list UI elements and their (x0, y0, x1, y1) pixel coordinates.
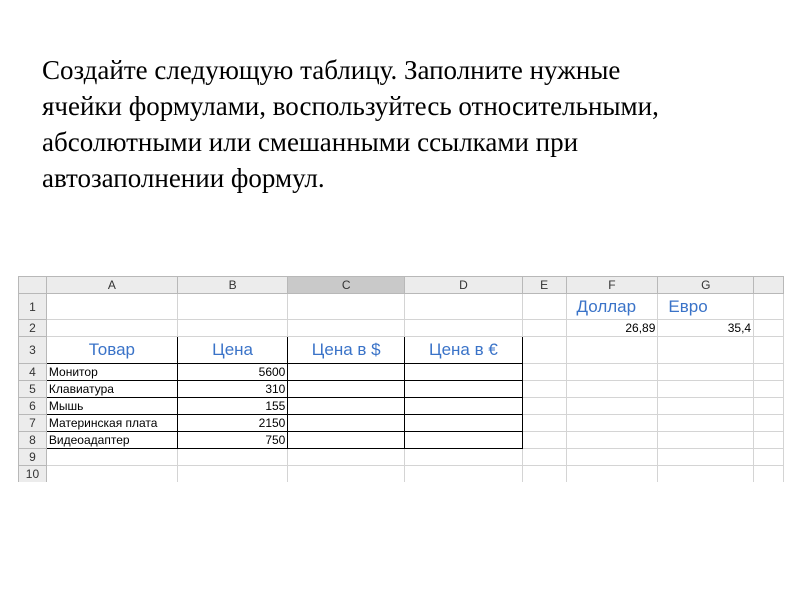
column-header-e[interactable]: E (522, 277, 566, 294)
price-usd-cell[interactable] (288, 398, 405, 415)
cell-e5[interactable] (522, 381, 566, 398)
cell-g9[interactable] (658, 449, 754, 466)
cell-b1[interactable] (177, 294, 288, 320)
cell-e6[interactable] (522, 398, 566, 415)
cell-b9[interactable] (177, 449, 288, 466)
dollar-label-cell[interactable]: Доллар (566, 294, 658, 320)
cell-h10[interactable] (754, 466, 784, 483)
price-usd-cell[interactable] (288, 432, 405, 449)
instruction-line: автозаполнении формул. (42, 163, 325, 193)
column-header-d[interactable]: D (405, 277, 523, 294)
cell-g3[interactable] (658, 337, 754, 364)
cell-b2[interactable] (177, 320, 288, 337)
cell-g6[interactable] (658, 398, 754, 415)
cell-d1[interactable] (405, 294, 523, 320)
dollar-rate-cell[interactable]: 26,89 (566, 320, 658, 337)
price-eur-cell[interactable] (405, 381, 523, 398)
cell-g7[interactable] (658, 415, 754, 432)
product-name-cell[interactable]: Монитор (46, 364, 177, 381)
cell-a9[interactable] (46, 449, 177, 466)
cell-a10[interactable] (46, 466, 177, 483)
row-header-6[interactable]: 6 (19, 398, 47, 415)
product-price-cell[interactable]: 750 (177, 432, 288, 449)
cell-b10[interactable] (177, 466, 288, 483)
product-name-cell[interactable]: Видеоадаптер (46, 432, 177, 449)
cell-h7[interactable] (754, 415, 784, 432)
cell-d9[interactable] (405, 449, 523, 466)
cell-f8[interactable] (566, 432, 658, 449)
price-eur-cell[interactable] (405, 432, 523, 449)
product-price-cell[interactable]: 5600 (177, 364, 288, 381)
column-header-f[interactable]: F (566, 277, 658, 294)
row-header-2[interactable]: 2 (19, 320, 47, 337)
row-header-9[interactable]: 9 (19, 449, 47, 466)
cell-h9[interactable] (754, 449, 784, 466)
cell-e10[interactable] (522, 466, 566, 483)
cell-f6[interactable] (566, 398, 658, 415)
cell-e1[interactable] (522, 294, 566, 320)
cell-e3[interactable] (522, 337, 566, 364)
cell-f3[interactable] (566, 337, 658, 364)
price-eur-cell[interactable] (405, 364, 523, 381)
product-price-cell[interactable]: 2150 (177, 415, 288, 432)
cell-d2[interactable] (405, 320, 523, 337)
cell-h3[interactable] (754, 337, 784, 364)
column-header-g[interactable]: G (658, 277, 754, 294)
column-header-c[interactable]: C (288, 277, 405, 294)
price-usd-cell[interactable] (288, 415, 405, 432)
column-header-b[interactable]: B (177, 277, 288, 294)
cell-c9[interactable] (288, 449, 405, 466)
cell-f10[interactable] (566, 466, 658, 483)
price-usd-cell[interactable] (288, 364, 405, 381)
row-header-5[interactable]: 5 (19, 381, 47, 398)
cell-h2[interactable] (754, 320, 784, 337)
instruction-line: ячейки формулами, воспользуйтесь относительными, (42, 91, 659, 121)
row-header-8[interactable]: 8 (19, 432, 47, 449)
cell-h4[interactable] (754, 364, 784, 381)
cell-e4[interactable] (522, 364, 566, 381)
cell-f9[interactable] (566, 449, 658, 466)
product-name-cell[interactable]: Мышь (46, 398, 177, 415)
instruction-text (42, 52, 762, 196)
product-price-cell[interactable]: 155 (177, 398, 288, 415)
cell-h6[interactable] (754, 398, 784, 415)
cell-c1[interactable] (288, 294, 405, 320)
spreadsheet-grid (18, 276, 784, 482)
product-price-cell[interactable]: 310 (177, 381, 288, 398)
cell-a1[interactable] (46, 294, 177, 320)
row-header-7[interactable]: 7 (19, 415, 47, 432)
cell-e2[interactable] (522, 320, 566, 337)
header-price-eur-cell[interactable]: Цена в € (405, 337, 523, 364)
header-price-usd-cell[interactable]: Цена в $ (288, 337, 405, 364)
row-header-4[interactable]: 4 (19, 364, 47, 381)
cell-h5[interactable] (754, 381, 784, 398)
cell-g5[interactable] (658, 381, 754, 398)
price-eur-cell[interactable] (405, 398, 523, 415)
euro-rate-cell[interactable]: 35,4 (658, 320, 754, 337)
header-price-cell[interactable]: Цена (177, 337, 288, 364)
select-all-corner[interactable] (19, 277, 47, 294)
price-eur-cell[interactable] (405, 415, 523, 432)
cell-c2[interactable] (288, 320, 405, 337)
cell-e8[interactable] (522, 432, 566, 449)
cell-h1[interactable] (754, 294, 784, 320)
cell-h8[interactable] (754, 432, 784, 449)
column-header-a[interactable]: A (46, 277, 177, 294)
row-header-1[interactable]: 1 (19, 294, 47, 320)
product-name-cell[interactable]: Материнская плата (46, 415, 177, 432)
cell-f7[interactable] (566, 415, 658, 432)
cell-f5[interactable] (566, 381, 658, 398)
column-header-h[interactable] (754, 277, 784, 294)
instruction-line: Создайте следующую таблицу. Заполните нужные (42, 55, 621, 85)
euro-label-cell[interactable]: Евро (658, 294, 754, 320)
cell-g10[interactable] (658, 466, 754, 483)
cell-f4[interactable] (566, 364, 658, 381)
cell-e9[interactable] (522, 449, 566, 466)
header-product-cell[interactable]: Товар (46, 337, 177, 364)
cell-d10[interactable] (405, 466, 523, 483)
price-usd-cell[interactable] (288, 381, 405, 398)
cell-e7[interactable] (522, 415, 566, 432)
row-header-3[interactable]: 3 (19, 337, 47, 364)
cell-g4[interactable] (658, 364, 754, 381)
cell-g8[interactable] (658, 432, 754, 449)
product-name-cell[interactable]: Клавиатура (46, 381, 177, 398)
row-header-10[interactable]: 10 (19, 466, 47, 483)
cell-a2[interactable] (46, 320, 177, 337)
cell-c10[interactable] (288, 466, 405, 483)
instruction-line: абсолютными или смешанными ссылками при (42, 127, 579, 157)
